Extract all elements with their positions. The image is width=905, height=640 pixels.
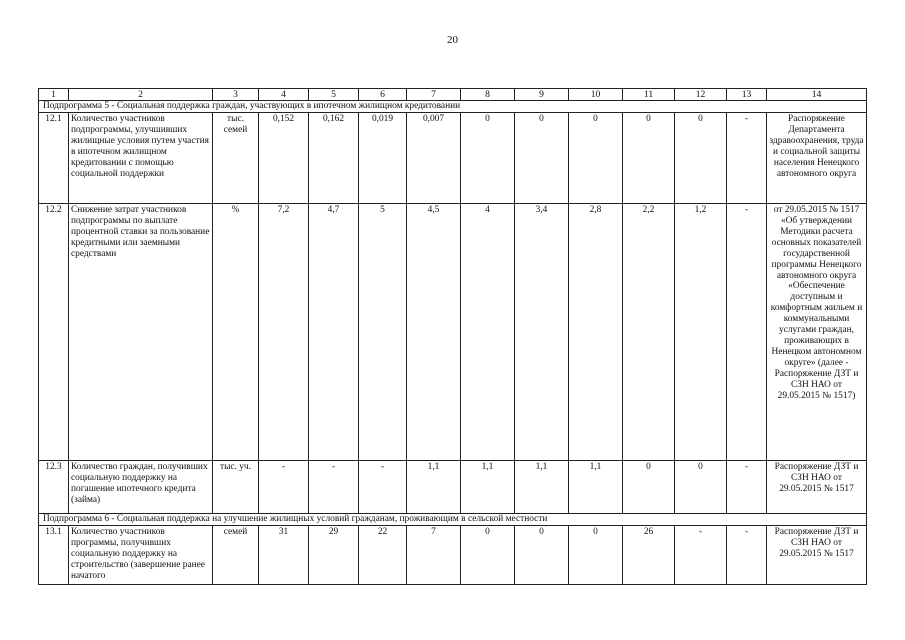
- header-cell: 3: [213, 89, 259, 101]
- table-row: [39, 526, 867, 585]
- header-cell: 8: [461, 89, 515, 101]
- value-cell: 5: [359, 204, 407, 461]
- section-title: Подпрограмма 5 - Социальная поддержка граждан, участвующих в ипотечном жилищном кредитовании: [39, 101, 867, 113]
- value-cell: 3,4: [515, 204, 569, 461]
- header-cell: 9: [515, 89, 569, 101]
- value-cell: 0: [623, 113, 675, 204]
- value-cell: -: [675, 526, 727, 585]
- value-cell: 0,007: [407, 113, 461, 204]
- value-cell: 4,7: [309, 204, 359, 461]
- table-row: [39, 204, 867, 461]
- value-cell: 2,8: [569, 204, 623, 461]
- value-cell: -: [309, 461, 359, 514]
- value-cell: 0: [675, 113, 727, 204]
- value-cell: 4: [461, 204, 515, 461]
- value-cell: 31: [259, 526, 309, 585]
- header-cell: 4: [259, 89, 309, 101]
- value-cell: -: [259, 461, 309, 514]
- table-row: [39, 113, 867, 204]
- source-cell: Распоряжение ДЗТ и СЗН НАО от 29.05.2015 № 1517: [767, 461, 867, 514]
- section-title: Подпрограмма 6 - Социальная поддержка на улучшение жилищных условий гражданам, проживающим в сельской местности: [39, 514, 867, 526]
- value-cell: 7: [407, 526, 461, 585]
- row-number: 12.1: [39, 113, 69, 204]
- value-cell: 0: [675, 461, 727, 514]
- value-cell: 0,162: [309, 113, 359, 204]
- header-cell: 1: [39, 89, 69, 101]
- row-number: 13.1: [39, 526, 69, 585]
- value-cell: -: [359, 461, 407, 514]
- section-row-5: [39, 101, 867, 113]
- value-cell: -: [727, 204, 767, 461]
- header-cell: 2: [69, 89, 213, 101]
- value-cell: 1,2: [675, 204, 727, 461]
- header-cell: 7: [407, 89, 461, 101]
- value-cell: 22: [359, 526, 407, 585]
- unit: %: [213, 204, 259, 461]
- value-cell: 0: [461, 526, 515, 585]
- row-number: 12.3: [39, 461, 69, 514]
- value-cell: 1,1: [407, 461, 461, 514]
- table-row: [39, 461, 867, 514]
- row-number: 12.2: [39, 204, 69, 461]
- value-cell: -: [727, 461, 767, 514]
- value-cell: 29: [309, 526, 359, 585]
- header-cell: 5: [309, 89, 359, 101]
- value-cell: -: [727, 113, 767, 204]
- value-cell: 26: [623, 526, 675, 585]
- header-cell: 10: [569, 89, 623, 101]
- header-cell: 13: [727, 89, 767, 101]
- value-cell: 0: [461, 113, 515, 204]
- value-cell: 0: [569, 526, 623, 585]
- value-cell: 4,5: [407, 204, 461, 461]
- unit: семей: [213, 526, 259, 585]
- source-cell: Распоряжение ДЗТ и СЗН НАО от 29.05.2015 № 1517: [767, 526, 867, 585]
- header-cell: 11: [623, 89, 675, 101]
- value-cell: 7,2: [259, 204, 309, 461]
- value-cell: 1,1: [515, 461, 569, 514]
- value-cell: 0,019: [359, 113, 407, 204]
- indicator-name: Снижение затрат участников подпрограммы по выплате процентной ставки за пользование кредитными или заемными средствами: [69, 204, 213, 461]
- source-cell: Распоряжение Департамента здравоохранения, труда и социальной защиты населения Ненецкого автономного округа: [767, 113, 867, 204]
- value-cell: 0: [515, 113, 569, 204]
- unit: тыс. семей: [213, 113, 259, 204]
- value-cell: 0: [569, 113, 623, 204]
- header-cell: 12: [675, 89, 727, 101]
- value-cell: 0: [515, 526, 569, 585]
- value-cell: 0: [623, 461, 675, 514]
- indicators-table: [38, 88, 867, 585]
- table-header-row: [39, 89, 867, 101]
- header-cell: 14: [767, 89, 867, 101]
- value-cell: -: [727, 526, 767, 585]
- value-cell: 0,152: [259, 113, 309, 204]
- value-cell: 2,2: [623, 204, 675, 461]
- indicator-name: Количество граждан, получивших социальную поддержку на погашение ипотечного кредита (займа): [69, 461, 213, 514]
- page-number: 20: [447, 34, 458, 46]
- value-cell: 1,1: [569, 461, 623, 514]
- value-cell: 1,1: [461, 461, 515, 514]
- section-row-6: [39, 514, 867, 526]
- source-cell: от 29.05.2015 № 1517 «Об утверждении Методики расчета основных показателей государственной программы Ненецкого автономного округа «Обеспечение доступным и комфортным жильем и коммунальными услугами граждан, проживающих в Ненецком автономном округе» (далее - Распоряжение ДЗТ и СЗН НАО от 29.05.2015 № 1517): [767, 204, 867, 461]
- indicator-name: Количество участников подпрограммы, улучшивших жилищные условия путем участия в ипотечном жилищном кредитовании с помощью социальной поддержки: [69, 113, 213, 204]
- indicator-name: Количество участников программы, получивших социальную поддержку на строительство (завершение ранее начатого: [69, 526, 213, 585]
- header-cell: 6: [359, 89, 407, 101]
- unit: тыс. уч.: [213, 461, 259, 514]
